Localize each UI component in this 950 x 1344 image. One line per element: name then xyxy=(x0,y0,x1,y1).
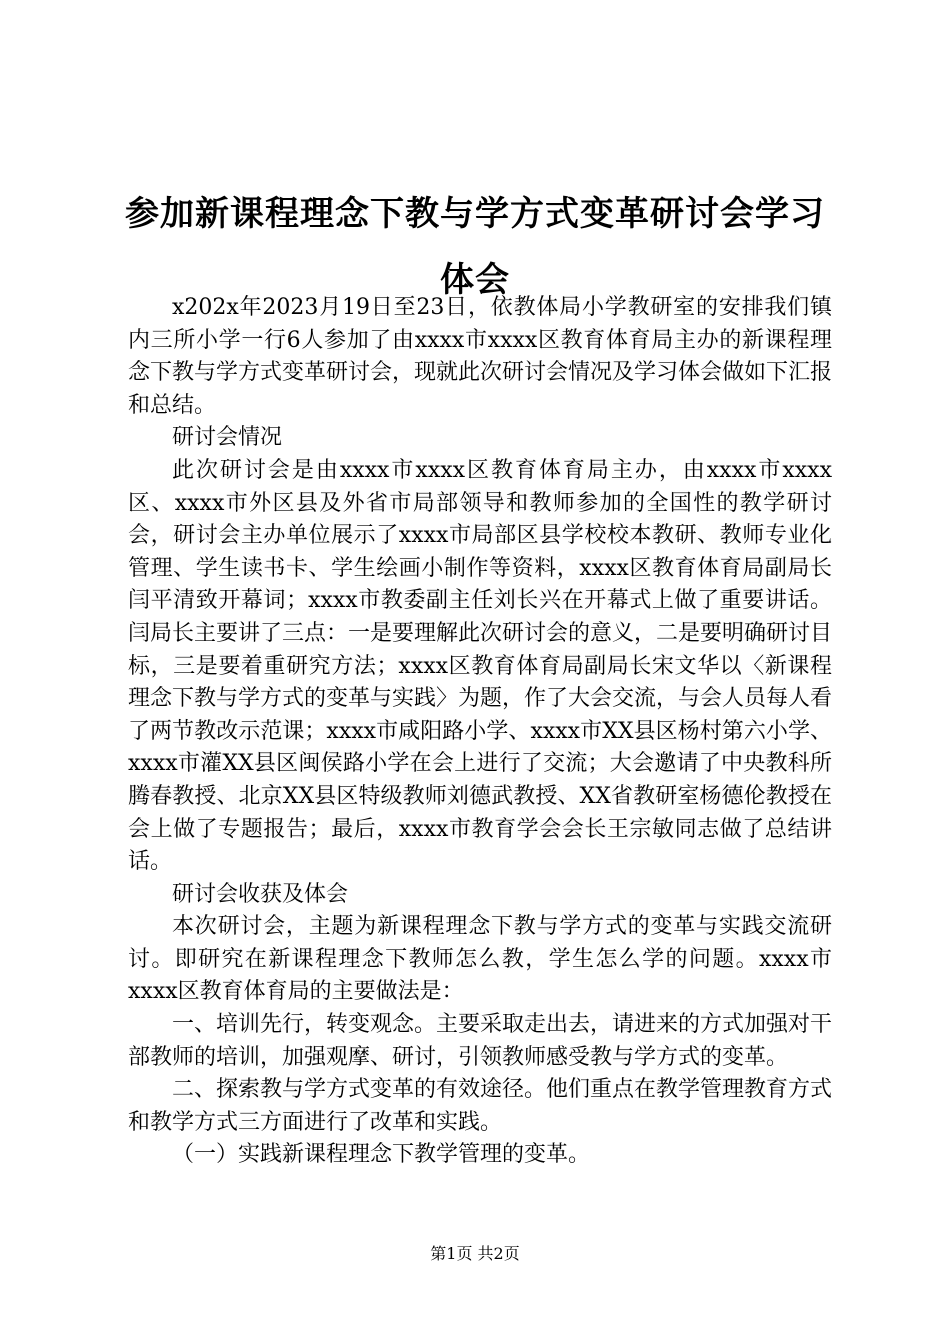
paragraph-point-2: 二、探索教与学方式变革的有效途径。他们重点在教学管理教育方式和教学方式三方面进行了改革和实践。 xyxy=(128,1077,833,1135)
paragraph-gains: 本次研讨会，主题为新课程理念下教与学方式的变革与实践交流研讨。即研究在新课程理念下教师怎么教，学生怎么学的问题。xxxx市xxxx区教育体育局的主要做法是： xyxy=(128,914,832,1005)
paragraph-point-1: 一、培训先行，转变观念。主要采取走出去，请进来的方式加强对干部教师的培训，加强观摩、研讨，引领教师感受教与学方式的变革。 xyxy=(128,1012,833,1070)
paragraph-intro: x202x年2023月19日至23日，依教体局小学教研室的安排我们镇内三所小学一行6人参加了由xxxx市xxxx区教育体育局主办的新课程理念下教与学方式变革研讨会，现就此次研讨会情况及学习体会做如下汇报和总结。 xyxy=(128,295,833,418)
document-title: 参加新课程理念下教与学方式变革研讨会学习体会 xyxy=(125,193,825,300)
paragraph-subpoint-1: （一）实践新课程理念下教学管理的变革。 xyxy=(172,1142,591,1168)
section-heading-gains: 研讨会收获及体会 xyxy=(172,881,349,907)
section-heading-situation: 研讨会情况 xyxy=(172,425,283,451)
document-body xyxy=(128,292,832,1172)
page-footer: 第1页 共2页 xyxy=(430,1244,520,1263)
paragraph-situation: 此次研讨会是由xxxx市xxxx区教育体育局主办，由xxxx市xxxx区、xxxx市外区县及外省市局部领导和教师参加的全国性的教学研讨会，研讨会主办单位展示了xxxx市局部区县学校校本教研、教师专业化管理、学生读书卡、学生绘画小制作等资料，xxxx区教育体育局副局长闫平清致开幕词；xxxx市教委副主任刘长兴在开幕式上做了重要讲话。闫局长主要讲了三点：一是要理解此次研讨会的意义，二是要明确研讨目标，三是要着重研究方法；xxxx区教育体育局副局长宋文华以〈新课程理念下教与学方式的变革与实践〉为题，作了大会交流，与会人员每人看了两节教改示范课；xxxx市咸阳路小学、xxxx市XX县区杨村第六小学、xxxx市灌XX县区闽侯路小学在会上进行了交流；大会邀请了中央教科所腾春教授、北京XX县区特级教师刘德武教授、XX省教研室杨德伦教授在会上做了专题报告；最后，xxxx市教育学会会长王宗敏同志做了总结讲话。 xyxy=(128,457,833,875)
